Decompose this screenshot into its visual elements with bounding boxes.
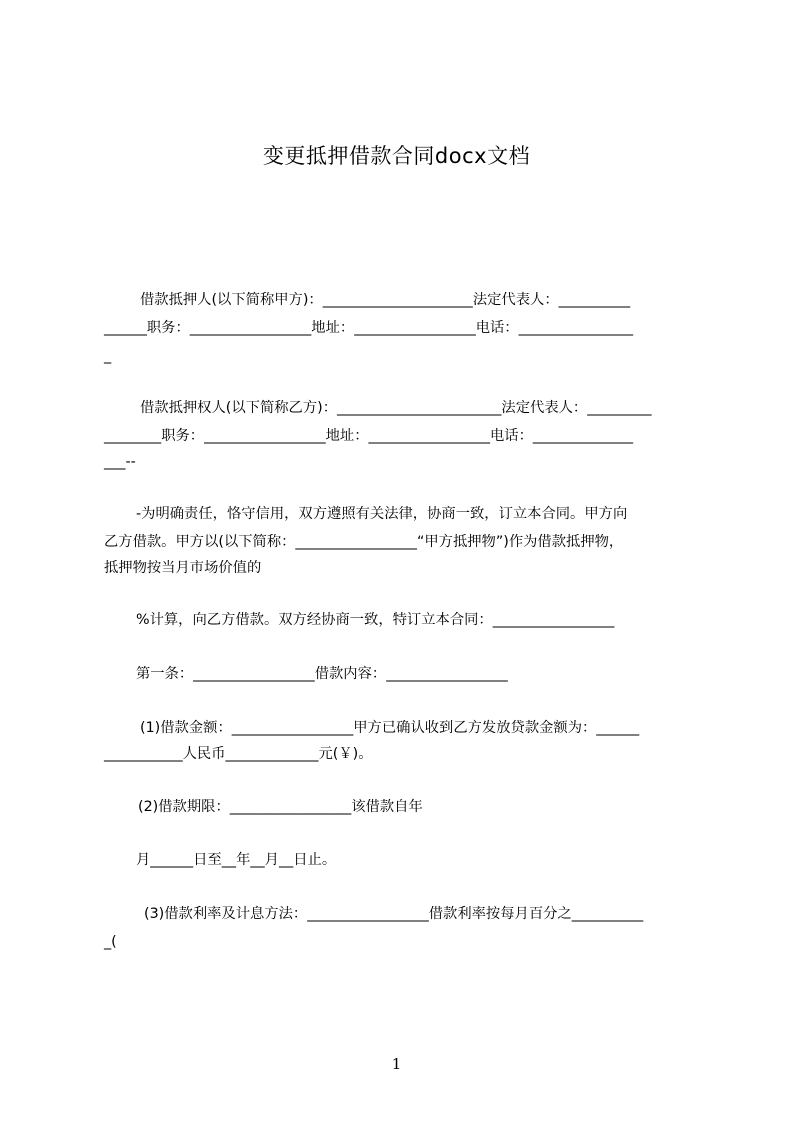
paragraph-line: _( xyxy=(104,934,117,950)
paragraph-line: 第一条：_________________借款内容：_________________ xyxy=(136,666,508,682)
paragraph-line: -为明确责任，恪守信用，双方遵照有关法律，协商一致，订立本合同。甲方向 xyxy=(136,506,628,522)
paragraph-line: 借款抵押人(以下简称甲方)：_____________________法定代表人：__________ xyxy=(140,292,631,308)
paragraph-line: 抵押物按当月市场价值的 xyxy=(104,560,262,576)
paragraph-line: ________职务：_________________地址：_________________电话：______________ xyxy=(104,428,633,444)
document-title: 变更抵押借款合同docx文档 xyxy=(262,144,531,168)
paragraph-line: (3)借款利率及计息方法：_________________借款利率按每月百分之__________ xyxy=(144,906,644,922)
paragraph-line: (1)借款金额：_________________甲方已确认收到乙方发放贷款金额为：______ xyxy=(140,720,640,736)
paragraph-line: _ xyxy=(104,348,112,364)
paragraph-line: 借款抵押权人(以下简称乙方)：_______________________法定代表人：_________ xyxy=(140,400,652,416)
paragraph-line: 乙方借款。甲方以(以下简称：_________________“甲方抵押物”)作为借款抵押物， xyxy=(104,534,624,550)
page-number: 1 xyxy=(391,1055,402,1073)
paragraph-line: ___________人民币_____________元(￥)。 xyxy=(104,746,373,762)
paragraph-line: (2)借款期限：_________________该借款自年 xyxy=(138,799,423,815)
paragraph-line: ___-- xyxy=(104,454,136,470)
paragraph-line: 月______日至__年__月__日止。 xyxy=(136,852,337,868)
paragraph-line: ______职务：_________________地址：_________________电话：________________ xyxy=(104,320,633,336)
paragraph-line: %计算，向乙方借款。双方经协商一致，特订立本合同：_________________ xyxy=(136,612,615,628)
